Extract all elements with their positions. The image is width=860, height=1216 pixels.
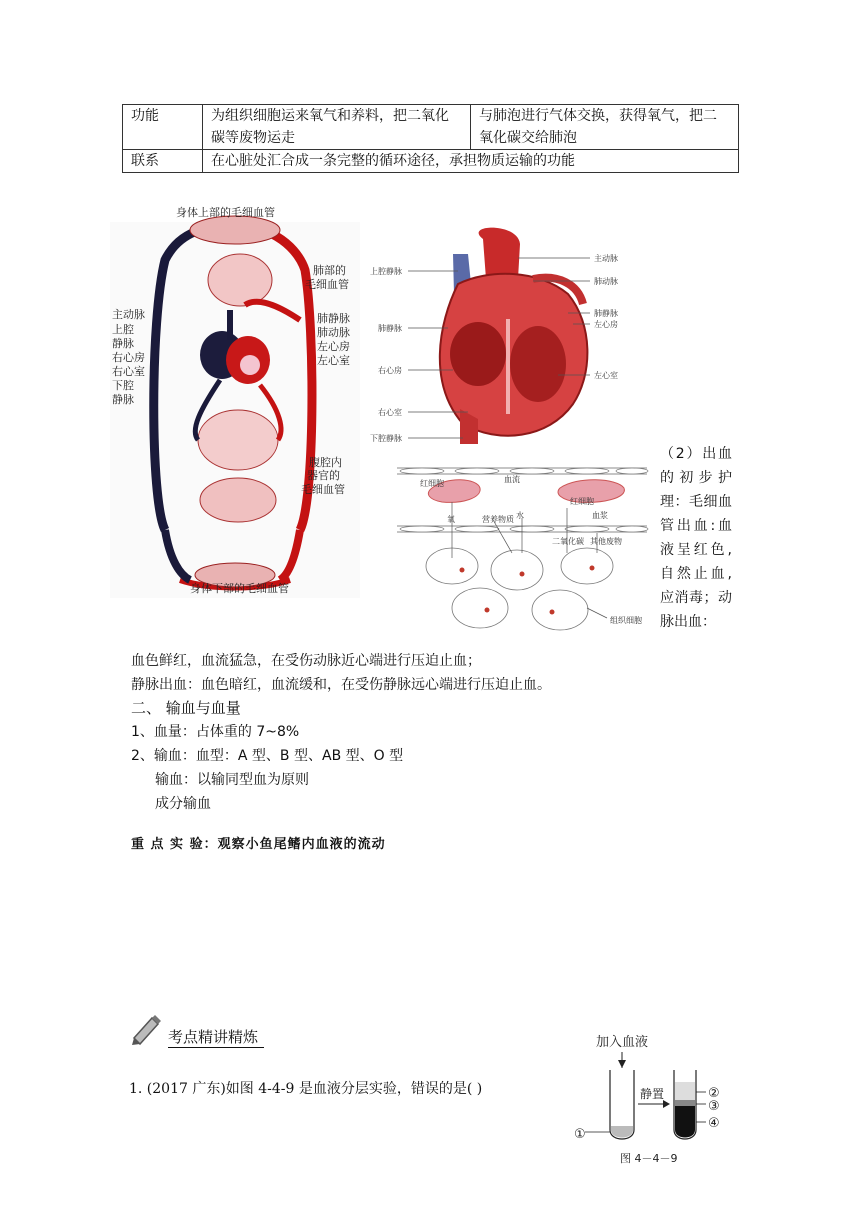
transfusion-principle-item: 输血：以输同型血为原则 bbox=[155, 772, 309, 788]
capillary-exchange-diagram bbox=[392, 458, 654, 636]
label-left-ventricle: 左心室 bbox=[317, 354, 350, 367]
fig-label-settle: 静置 bbox=[640, 1087, 665, 1101]
heart-label-pulmonary-artery: 肺动脉 bbox=[594, 277, 618, 286]
label-left-atrium: 左心房 bbox=[317, 340, 350, 353]
label-right-atrium: 右心房 bbox=[112, 351, 145, 364]
circulation-diagram bbox=[110, 200, 360, 600]
heart-label-left-atrium: 左心房 bbox=[594, 320, 618, 329]
label-superior-vena-1: 上腔 bbox=[112, 323, 134, 336]
label-pulmonary-artery: 肺动脉 bbox=[317, 326, 350, 339]
fig-caption: 图 4－4－9 bbox=[620, 1152, 678, 1165]
artery-bleeding-text: 血色鲜红，血流猛急，在受伤动脉近心端进行压迫止血； bbox=[131, 653, 481, 669]
exchange-label-nutrients: 营养物质 bbox=[482, 515, 514, 524]
comparison-table bbox=[122, 104, 739, 173]
table-row bbox=[123, 150, 739, 173]
marker-1: ① bbox=[574, 1127, 586, 1142]
heart-label-left-ventricle: 左心室 bbox=[594, 371, 618, 380]
row-label: 功能 bbox=[123, 105, 203, 150]
heart-label-pulmonary-vein-left: 肺静脉 bbox=[378, 324, 402, 333]
label-abdominal-2: 器官的 bbox=[307, 469, 340, 482]
cell-pulmonary-function: 与肺泡进行气体交换，获得氧气，把二氧化碳交给肺泡 bbox=[471, 105, 739, 150]
label-abdominal-3: 毛细血管 bbox=[301, 483, 345, 496]
label-aorta: 主动脉 bbox=[112, 308, 145, 321]
exchange-label-tissue-cell: 组织细胞 bbox=[610, 616, 642, 625]
label-superior-vena-2: 静脉 bbox=[112, 337, 134, 350]
table-row bbox=[123, 105, 739, 150]
exchange-label-water: 水 bbox=[516, 511, 524, 520]
label-inferior-vena-1: 下腔 bbox=[112, 379, 134, 392]
top-capillary-label: 身体上部的毛细血管 bbox=[176, 206, 275, 219]
exchange-label-co2: 二氧化碳 bbox=[552, 537, 584, 546]
heart-label-inferior-vena: 下腔静脉 bbox=[370, 434, 402, 443]
blood-volume-item: 1、血量：占体重的 7~8% bbox=[131, 724, 300, 740]
bottom-capillary-label: 身体下部的毛细血管 bbox=[190, 582, 289, 595]
exchange-label-oxygen: 氧 bbox=[447, 515, 455, 524]
pencil-icon bbox=[130, 1012, 164, 1046]
row-label: 联系 bbox=[123, 150, 203, 173]
heart-label-right-atrium: 右心房 bbox=[378, 366, 402, 375]
exchange-label-rbc-left: 红细胞 bbox=[420, 479, 444, 488]
heart-diagram bbox=[368, 224, 654, 448]
label-abdominal-1: 腹腔内 bbox=[309, 456, 342, 469]
label-inferior-vena-2: 静脉 bbox=[112, 393, 134, 406]
blood-layering-figure bbox=[570, 1030, 740, 1168]
marker-4: ④ bbox=[708, 1116, 720, 1131]
exchange-label-rbc-right: 红细胞 bbox=[570, 497, 594, 506]
cell-connection: 在心脏处汇合成一条完整的循环途径，承担物质运输的功能 bbox=[203, 150, 739, 173]
section-heading-transfusion: 二、 输血与血量 bbox=[131, 699, 241, 717]
exchange-label-plasma: 血浆 bbox=[592, 511, 608, 520]
marker-3: ③ bbox=[708, 1099, 720, 1114]
exchange-label-flow: 血流 bbox=[504, 475, 520, 484]
label-right-ventricle: 右心室 bbox=[112, 365, 145, 378]
label-lung-capillary-1: 肺部的 bbox=[313, 264, 346, 277]
practice-section-title: 考点精讲精炼 bbox=[168, 1026, 264, 1048]
exchange-label-waste: 其他废物 bbox=[590, 537, 622, 546]
blood-type-item: 2、输血：血型：A 型、B 型、AB 型、O 型 bbox=[131, 748, 404, 764]
vein-bleeding-text: 静脉出血：血色暗红，血流缓和，在受伤静脉远心端进行压迫止血。 bbox=[131, 677, 551, 693]
heart-label-superior-vena: 上腔静脉 bbox=[370, 267, 402, 276]
question-1: 1. (2017 广东)如图 4-4-9 是血液分层实验，错误的是( ) bbox=[129, 1081, 483, 1097]
fig-label-add-blood: 加入血液 bbox=[596, 1035, 649, 1050]
label-pulmonary-vein: 肺静脉 bbox=[317, 312, 350, 325]
cell-systemic-function: 为组织细胞运来氧气和养料，把二氧化碳等废物运走 bbox=[203, 105, 471, 150]
marker-2: ② bbox=[708, 1086, 720, 1101]
heart-label-pulmonary-vein-right: 肺静脉 bbox=[594, 309, 618, 318]
label-lung-capillary-2: 毛细血管 bbox=[305, 278, 349, 291]
heart-label-right-ventricle: 右心室 bbox=[378, 408, 402, 417]
key-experiment-heading: 重 点 实 验：观察小鱼尾鳍内血液的流动 bbox=[131, 837, 386, 852]
component-transfusion-item: 成分输血 bbox=[155, 796, 211, 812]
bleeding-care-note: （2）出血的初步护理：毛细血管出血:血液呈红色,自然止血,应消毒；动脉出血： bbox=[660, 446, 732, 630]
heart-label-aorta: 主动脉 bbox=[594, 254, 618, 263]
